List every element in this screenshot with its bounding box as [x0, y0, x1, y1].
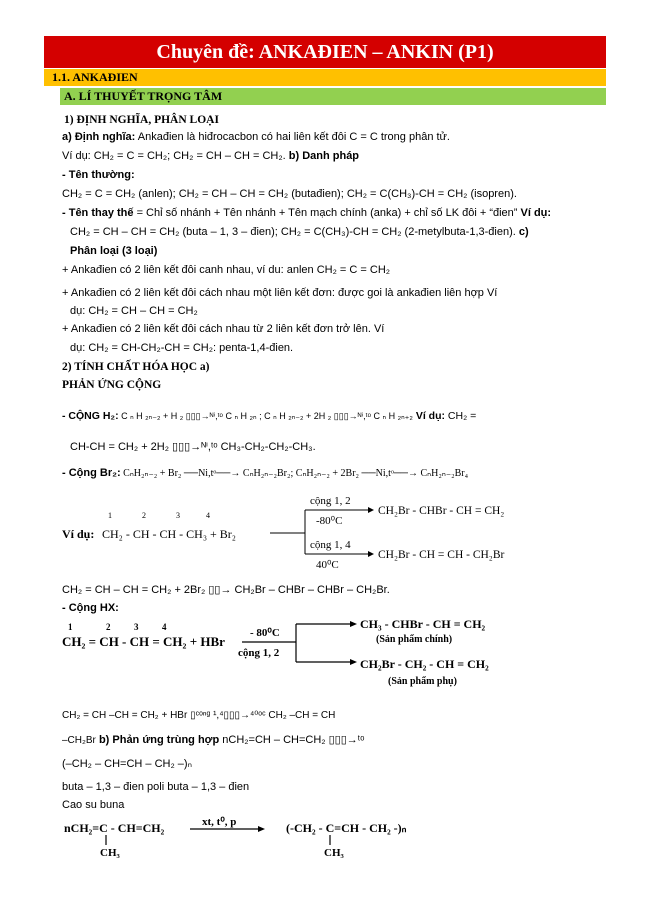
polymer-names: buta – 1,3 – đien poli buta – 1,3 – đien — [62, 781, 250, 793]
class-3b: dụ: CH₂ = CH-CH₂-CH = CH₂: penta-1,4-đien. — [70, 342, 294, 354]
heading-chemistry: 2) TÍNH CHẤT HÓA HỌC a) — [62, 361, 210, 373]
hx-equation: CH₂ = CH –CH = CH₂ + HBr ▯ᶜᵒⁿᵍ ¹,⁴▯▯▯→⁴⁰ᵒᶜ CH₂ –CH = CH — [62, 710, 336, 721]
naming-heading: b) Danh pháp — [285, 150, 360, 162]
title-banner — [44, 36, 606, 68]
class-2b: dụ: CH₂ = CH – CH = CH₂ — [70, 305, 198, 317]
hydrogenation-line — [62, 410, 476, 422]
hydrogenation-cont: CH-CH = CH₂ + 2H₂ ▯▯▯→ᴺⁱ,ᵗᵒ CH₃-CH₂-CH₂-CH₃. — [70, 441, 316, 453]
definition-line — [62, 131, 450, 143]
poly-reactant: nCH₂=C - CH=CH₂ — [64, 821, 165, 835]
example-1-text: Ví dụ: CH₂ = C = CH₂; CH₂ = CH – CH = CH₂. — [62, 150, 286, 162]
classification-heading: Phân loại (3 loại) — [70, 245, 158, 257]
poly-product-branch: CH₃ — [324, 847, 344, 859]
class-2a: + Ankađien có 2 liên kết đôi cách nhau một liên kết đơn: được goi là ankađien liên hợp Ví — [62, 287, 498, 299]
hx-scheme — [60, 616, 520, 694]
poly-reactant-branch: CH₃ — [100, 847, 120, 859]
br2-top-condition: cộng 1, 2 — [310, 495, 351, 507]
definition-label: a) Định nghĩa: — [62, 131, 136, 143]
br2-bottom-product: CH₂Br - CH = CH - CH₂Br — [378, 549, 505, 561]
hx-side-product: CH₂Br - CH₂ - CH = CH₂ — [360, 657, 489, 671]
section-heading: 1.1. ANKAĐIEN — [44, 69, 606, 86]
definition-text: Ankađien là hiđrocacbon có hai liên kết đôi C = C trong phân tử. — [135, 131, 450, 143]
bromination-label: - Cộng Br₂: — [62, 467, 121, 479]
document-page — [44, 36, 606, 105]
classification-c: c) — [515, 226, 529, 238]
polymerization-scheme — [60, 816, 520, 864]
poly-product: (-CH₂ - C=CH - CH₂ -)ₙ — [286, 821, 407, 835]
polymerization-label: b) Phản ứng trùng hợp — [95, 734, 220, 746]
hx-temp: - 80⁰C — [250, 627, 280, 639]
hydrogenation-label: - CỘNG H₂: — [62, 410, 119, 422]
carbon-number-4: 4 — [206, 511, 210, 520]
class-3a: + Ankađien có 2 liên kết đôi cách nhau từ 2 liên kết đơn trở lên. Ví — [62, 323, 385, 335]
hx-label: - Cộng HX: — [62, 602, 119, 614]
carbon-number-3: 3 — [176, 511, 180, 520]
page-title: Chuyên đề: ANKAĐIEN – ANKIN (P1) — [156, 40, 494, 63]
polymerization-line — [62, 733, 364, 746]
polymer-product: (–CH₂ – CH=CH – CH₂ –)ₙ — [62, 758, 192, 770]
buna-rubber-label: Cao su buna — [62, 799, 125, 811]
polymerization-text: nCH₂=CH – CH=CH₂ ▯▯▯→ᵗᵒ — [219, 734, 365, 746]
subsection-heading: A. LÍ THUYẾT TRỌNG TÂM — [60, 88, 606, 105]
scheme-example-label: Ví dụ: — [62, 527, 95, 541]
class-1: + Ankađien có 2 liên kết đôi canh nhau, ví du: anlen CH₂ = C = CH₂ — [62, 264, 391, 276]
hx-number-1: 1 — [68, 622, 73, 632]
hx-number-4: 4 — [162, 622, 167, 632]
br2-bottom-condition: cộng 1, 4 — [310, 539, 351, 551]
hx-reactant: CH₂ = CH - CH = CH₂ + HBr — [62, 634, 225, 649]
br2-bottom-temp: 40⁰C — [316, 559, 339, 571]
hx-condition: cộng 1, 2 — [238, 647, 280, 659]
example-line-1 — [62, 150, 359, 162]
hx-main-note: (Sản phẩm chính) — [376, 634, 453, 645]
common-name-label: - Tên thường: — [62, 169, 135, 181]
substitutive-example-line — [70, 226, 529, 238]
hydrogenation-text: C ₙ H ₂ₙ₋₂ + H ₂ ▯▯▯→ᴺⁱ,ᵗᵒ C ₙ H ₂ₙ ; C ₙ H ₂ₙ₋₂ + 2H ₂ ▯▯▯→ᴺⁱ,ᵗᵒ C ₙ H ₂ₙ₊₂ — [118, 411, 413, 421]
heading-definition: 1) ĐỊNH NGHĨA, PHÂN LOẠI — [64, 114, 219, 126]
poly-condition: xt, t⁰, p — [202, 816, 237, 828]
hx-number-3: 3 — [134, 622, 139, 632]
substitutive-example-label: Ví dụ: — [517, 207, 552, 219]
carbon-number-2: 2 — [142, 511, 146, 520]
substitutive-name-line — [62, 207, 551, 219]
br2-top-temp: -80⁰C — [316, 515, 343, 527]
hydrogenation-example-text: CH₂ = — [445, 410, 477, 422]
hx-main-product: CH₃ - CHBr - CH = CH₂ — [360, 617, 486, 631]
bromination-scheme — [60, 488, 540, 576]
substitutive-text: = Chỉ số nhánh + Tên nhánh + Tên mạch chính (anka) + chỉ số LK đôi + “đien” — [133, 207, 518, 219]
substitutive-label: - Tên thay thế — [62, 207, 134, 219]
hydrogenation-example-label: Ví dụ: — [412, 410, 446, 422]
hx-equation-cont: –CH₂Br — [62, 735, 96, 746]
heading-addition: PHẢN ỨNG CỘNG — [62, 379, 162, 391]
common-name-text: CH₂ = C = CH₂ (anlen); CH₂ = CH – CH = CH₂ (butađien); CH₂ = C(CH₃)-CH = CH₂ (isopren). — [62, 188, 517, 200]
carbon-number-1: 1 — [108, 511, 112, 520]
bromination-equation: CH₂ = CH – CH = CH₂ + 2Br₂ ▯▯→ CH₂Br – CHBr – CHBr – CH₂Br. — [62, 584, 390, 596]
bromination-text: CₙH₂ₙ₋₂ + Br₂ ──Ni,tᵒ──→ CₙH₂ₙ₋₂Br₂; CₙH₂ₙ₋₂ + 2Br₂ ──Ni,tᵒ──→ CₙH₂ₙ₋₂Br₄ — [120, 468, 469, 479]
hx-side-note: (Sản phẩm phụ) — [388, 676, 457, 687]
br2-top-product: CH₂Br - CHBr - CH = CH₂ — [378, 505, 505, 517]
hx-number-2: 2 — [106, 622, 111, 632]
substitutive-example-text: CH₂ = CH – CH = CH₂ (buta – 1, 3 – đien); CH₂ = C(CH₃)-CH = CH₂ (2-metylbuta-1,3-đien). — [70, 226, 516, 238]
br2-reactant: CH₂ - CH - CH - CH₃ + Br₂ — [102, 527, 236, 541]
bromination-line — [62, 467, 468, 479]
